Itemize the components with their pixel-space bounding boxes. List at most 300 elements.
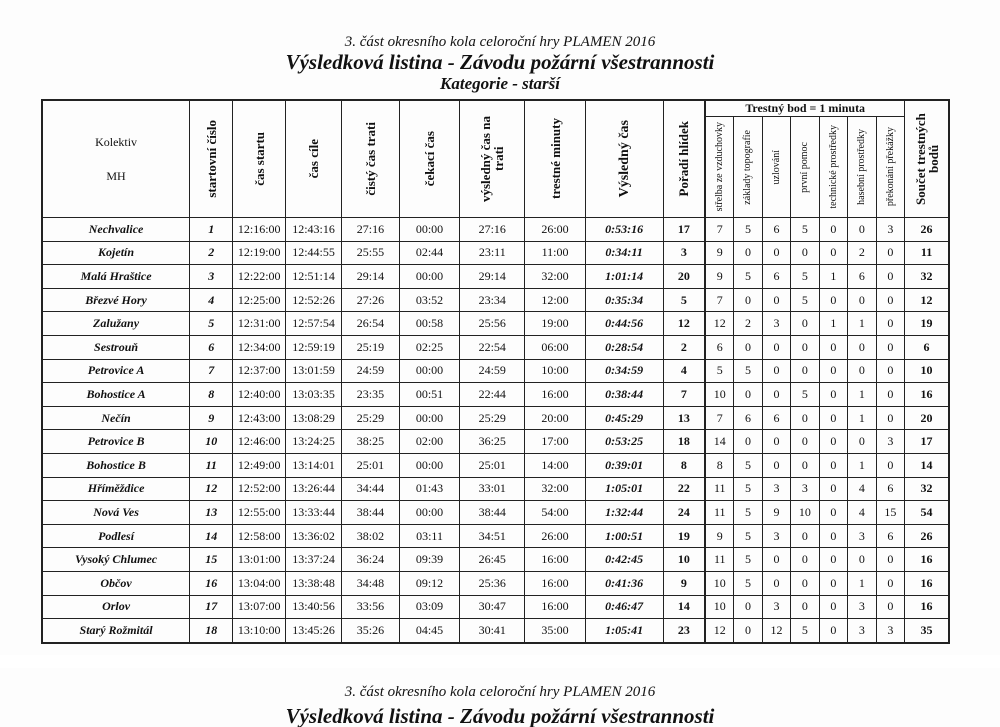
penalty-point-cell: 0 <box>876 312 905 336</box>
penalty-point-cell: 0 <box>819 335 847 359</box>
penalty-minutes-cell: 16:00 <box>525 383 585 407</box>
wait-time-cell: 00:51 <box>399 383 459 407</box>
penalty-sum-cell: 6 <box>905 335 949 359</box>
penalty-point-cell: 0 <box>848 288 876 312</box>
final-time-cell: 1:01:14 <box>585 265 663 289</box>
penalty-point-cell: 12 <box>705 312 733 336</box>
penalty-point-cell: 0 <box>734 430 762 454</box>
penalty-point-cell: 0 <box>791 241 819 265</box>
wait-time-cell: 00:00 <box>399 359 459 383</box>
penalty-point-cell: 1 <box>848 406 876 430</box>
penalty-sum-cell: 16 <box>905 595 949 619</box>
kolektiv-label: Kolektiv <box>95 135 138 149</box>
team-name-cell: Starý Rožmitál <box>42 619 190 643</box>
start-time-cell: 12:25:00 <box>233 288 286 312</box>
wait-time-cell: 04:45 <box>399 619 459 643</box>
penalty-minutes-cell: 17:00 <box>525 430 585 454</box>
team-name-cell: Zalužany <box>42 312 190 336</box>
start-number-cell: 17 <box>190 595 233 619</box>
rank-cell: 10 <box>663 548 705 572</box>
clean-time-cell: 25:29 <box>341 406 399 430</box>
rank-cell: 18 <box>663 430 705 454</box>
final-time-cell: 0:44:56 <box>585 312 663 336</box>
table-row <box>42 218 949 242</box>
wait-time-cell: 09:12 <box>399 571 459 595</box>
penalty-point-cell: 6 <box>705 335 733 359</box>
penalty-point-cell: 0 <box>848 548 876 572</box>
team-name-cell: Bohostice B <box>42 453 190 477</box>
final-time-header: Výsledný čas <box>585 100 663 218</box>
result-track-time-header: výsledný čas na trati <box>460 100 525 218</box>
start-number-cell: 18 <box>190 619 233 643</box>
final-time-cell: 1:32:44 <box>585 501 663 525</box>
wait-time-cell: 00:00 <box>399 406 459 430</box>
penalty-point-cell: 1 <box>819 265 847 289</box>
penalty-point-cell: 4 <box>848 501 876 525</box>
table-row <box>42 383 949 407</box>
rank-cell: 19 <box>663 524 705 548</box>
final-time-cell: 0:38:44 <box>585 383 663 407</box>
start-number-cell: 14 <box>190 524 233 548</box>
start-number-cell: 7 <box>190 359 233 383</box>
start-number-cell: 5 <box>190 312 233 336</box>
penalty-point-cell: 0 <box>819 218 847 242</box>
finish-time-cell: 12:52:26 <box>286 288 342 312</box>
penalty-point-cell: 0 <box>791 524 819 548</box>
penalty-sum-cell: 16 <box>905 571 949 595</box>
penalty-point-cell: 3 <box>791 477 819 501</box>
result-track-time-cell: 26:45 <box>460 548 525 572</box>
penalty-sum-cell: 11 <box>905 241 949 265</box>
table-row <box>42 406 949 430</box>
team-name-cell: Březvé Hory <box>42 288 190 312</box>
penalty-point-cell: 0 <box>876 571 905 595</box>
finish-time-cell: 12:44:55 <box>286 241 342 265</box>
finish-time-cell: 13:33:44 <box>286 501 342 525</box>
finish-time-cell: 13:26:44 <box>286 477 342 501</box>
start-time-cell: 12:22:00 <box>233 265 286 289</box>
finish-time-cell: 13:36:02 <box>286 524 342 548</box>
start-number-cell: 6 <box>190 335 233 359</box>
penalty-point-cell: 0 <box>791 335 819 359</box>
rank-cell: 2 <box>663 335 705 359</box>
penalty-minutes-cell: 06:00 <box>525 335 585 359</box>
clean-time-cell: 38:25 <box>341 430 399 454</box>
penalty-point-cell: 0 <box>819 571 847 595</box>
start-time-cell: 13:01:00 <box>233 548 286 572</box>
penalty-point-cell: 0 <box>819 288 847 312</box>
finish-time-cell: 12:57:54 <box>286 312 342 336</box>
penalty-point-cell: 9 <box>705 265 733 289</box>
start-time-cell: 12:34:00 <box>233 335 286 359</box>
penalty-minutes-cell: 11:00 <box>525 241 585 265</box>
penalty-point-cell: 12 <box>705 619 733 643</box>
rank-cell: 8 <box>663 453 705 477</box>
penalty-point-cell: 0 <box>791 595 819 619</box>
penalty-point-cell: 7 <box>705 218 733 242</box>
rank-cell: 7 <box>663 383 705 407</box>
clean-time-cell: 38:02 <box>341 524 399 548</box>
penalty-point-cell: 5 <box>734 524 762 548</box>
clean-time-cell: 36:24 <box>341 548 399 572</box>
penalty-point-cell: 9 <box>705 241 733 265</box>
result-track-time-cell: 23:34 <box>460 288 525 312</box>
penalty-point-cell: 0 <box>819 501 847 525</box>
rank-cell: 17 <box>663 218 705 242</box>
penalty-sum-cell: 35 <box>905 619 949 643</box>
final-time-cell: 0:34:11 <box>585 241 663 265</box>
penalty-point-cell: 1 <box>848 312 876 336</box>
penalty-point-cell: 11 <box>705 477 733 501</box>
team-name-cell: Petrovice A <box>42 359 190 383</box>
penalty-point-cell: 0 <box>819 383 847 407</box>
start-time-cell: 12:40:00 <box>233 383 286 407</box>
rank-cell: 14 <box>663 595 705 619</box>
penalty-sum-cell: 32 <box>905 477 949 501</box>
penalty-point-cell: 0 <box>734 241 762 265</box>
extinguishing-means-header: hasební prostředky <box>848 117 876 218</box>
penalty-point-cell: 0 <box>791 406 819 430</box>
penalty-point-cell: 0 <box>848 359 876 383</box>
result-track-time-cell: 30:41 <box>460 619 525 643</box>
penalty-point-cell: 0 <box>791 548 819 572</box>
penalty-sum-cell: 12 <box>905 288 949 312</box>
clean-time-header: čistý čas trati <box>341 100 399 218</box>
penalty-point-cell: 0 <box>819 619 847 643</box>
penalty-point-cell: 0 <box>819 477 847 501</box>
penalty-point-cell: 0 <box>762 383 790 407</box>
start-time-cell: 12:52:00 <box>233 477 286 501</box>
team-name-cell: Nečín <box>42 406 190 430</box>
start-time-header: čas startu <box>233 100 286 218</box>
final-time-cell: 0:42:45 <box>585 548 663 572</box>
penalty-point-cell: 0 <box>819 359 847 383</box>
document-subtitle: 3. část okresního kola celoroční hry PLAMEN 2016 <box>344 34 656 50</box>
penalty-point-cell: 2 <box>848 241 876 265</box>
penalty-point-cell: 6 <box>762 265 790 289</box>
penalty-point-cell: 0 <box>876 406 905 430</box>
finish-time-header: čas cíle <box>286 100 342 218</box>
penalty-point-cell: 14 <box>705 430 733 454</box>
penalty-point-cell: 6 <box>876 524 905 548</box>
final-time-cell: 0:53:25 <box>585 430 663 454</box>
shooting-header: střelba ze vzduchovky <box>705 117 733 218</box>
rank-cell: 4 <box>663 359 705 383</box>
penalty-point-cell: 0 <box>791 359 819 383</box>
team-name-cell: Petrovice B <box>42 430 190 454</box>
penalty-point-cell: 0 <box>762 453 790 477</box>
result-track-time-cell: 23:11 <box>460 241 525 265</box>
clean-time-cell: 25:19 <box>341 335 399 359</box>
penalty-minutes-cell: 20:00 <box>525 406 585 430</box>
clean-time-cell: 24:59 <box>341 359 399 383</box>
team-name-cell: Hříměždice <box>42 477 190 501</box>
start-time-cell: 12:19:00 <box>233 241 286 265</box>
penalty-point-cell: 0 <box>791 453 819 477</box>
penalty-point-cell: 0 <box>819 406 847 430</box>
penalty-point-cell: 4 <box>848 477 876 501</box>
start-number-cell: 1 <box>190 218 233 242</box>
penalty-point-cell: 0 <box>734 288 762 312</box>
penalty-sum-cell: 10 <box>905 359 949 383</box>
penalty-point-cell: 6 <box>876 477 905 501</box>
penalty-point-cell: 3 <box>848 595 876 619</box>
penalty-point-cell: 0 <box>762 430 790 454</box>
penalty-point-cell: 0 <box>876 359 905 383</box>
final-time-cell: 0:34:59 <box>585 359 663 383</box>
penalty-point-cell: 3 <box>848 619 876 643</box>
wait-time-cell: 02:00 <box>399 430 459 454</box>
topography-header: základy topografie <box>734 117 762 218</box>
penalty-point-cell: 5 <box>734 265 762 289</box>
team-name-cell: Občov <box>42 571 190 595</box>
penalty-point-cell: 5 <box>791 383 819 407</box>
penalty-point-cell: 0 <box>848 335 876 359</box>
penalty-minutes-cell: 14:00 <box>525 453 585 477</box>
start-number-cell: 12 <box>190 477 233 501</box>
penalty-sum-cell: 26 <box>905 524 949 548</box>
wait-time-cell: 00:00 <box>399 501 459 525</box>
rank-cell: 24 <box>663 501 705 525</box>
wait-time-cell: 02:25 <box>399 335 459 359</box>
rank-cell: 3 <box>663 241 705 265</box>
wait-time-cell: 00:00 <box>399 453 459 477</box>
result-track-time-cell: 34:51 <box>460 524 525 548</box>
start-number-cell: 13 <box>190 501 233 525</box>
start-time-cell: 12:16:00 <box>233 218 286 242</box>
penalty-point-cell: 11 <box>705 501 733 525</box>
penalty-point-cell: 0 <box>762 288 790 312</box>
penalty-point-cell: 0 <box>762 335 790 359</box>
table-row <box>42 619 949 643</box>
rank-cell: 22 <box>663 477 705 501</box>
result-track-time-cell: 29:14 <box>460 265 525 289</box>
penalty-minutes-cell: 16:00 <box>525 595 585 619</box>
obstacle-header: překonání překážky <box>876 117 905 218</box>
header-row-1 <box>42 100 949 117</box>
finish-time-cell: 13:03:35 <box>286 383 342 407</box>
penalty-point-cell: 0 <box>762 548 790 572</box>
final-time-cell: 0:46:47 <box>585 595 663 619</box>
wait-time-cell: 01:43 <box>399 477 459 501</box>
team-name-cell: Podlesí <box>42 524 190 548</box>
penalty-point-cell: 0 <box>734 383 762 407</box>
table-row <box>42 312 949 336</box>
penalty-minutes-cell: 10:00 <box>525 359 585 383</box>
penalty-point-cell: 0 <box>876 335 905 359</box>
penalty-point-cell: 6 <box>762 218 790 242</box>
results-body <box>42 218 949 643</box>
penalty-point-cell: 0 <box>876 241 905 265</box>
penalty-point-cell: 0 <box>848 430 876 454</box>
clean-time-cell: 34:48 <box>341 571 399 595</box>
finish-time-cell: 13:01:59 <box>286 359 342 383</box>
penalty-point-cell: 9 <box>705 524 733 548</box>
penalty-point-cell: 0 <box>791 430 819 454</box>
penalty-point-cell: 7 <box>705 288 733 312</box>
finish-time-cell: 13:08:29 <box>286 406 342 430</box>
start-number-cell: 4 <box>190 288 233 312</box>
penalty-point-cell: 1 <box>819 312 847 336</box>
table-row <box>42 524 949 548</box>
team-name-cell: Nová Ves <box>42 501 190 525</box>
start-time-cell: 12:31:00 <box>233 312 286 336</box>
result-track-time-cell: 33:01 <box>460 477 525 501</box>
penalty-point-cell: 0 <box>819 524 847 548</box>
penalty-sum-cell: 19 <box>905 312 949 336</box>
next-page-title: Výsledková listina - Závodu požární všestrannosti <box>285 704 715 727</box>
penalty-point-cell: 12 <box>762 619 790 643</box>
penalty-point-cell: 0 <box>734 595 762 619</box>
penalty-point-cell: 10 <box>705 571 733 595</box>
table-row <box>42 571 949 595</box>
penalty-point-cell: 3 <box>876 430 905 454</box>
finish-time-cell: 13:24:25 <box>286 430 342 454</box>
result-track-time-cell: 25:01 <box>460 453 525 477</box>
penalty-point-cell: 3 <box>762 477 790 501</box>
final-time-cell: 1:05:01 <box>585 477 663 501</box>
table-row <box>42 335 949 359</box>
rank-cell: 23 <box>663 619 705 643</box>
wait-time-cell: 02:44 <box>399 241 459 265</box>
result-track-time-cell: 36:25 <box>460 430 525 454</box>
final-time-cell: 0:39:01 <box>585 453 663 477</box>
first-aid-header: první pomoc <box>791 117 819 218</box>
penalty-sum-cell: 26 <box>905 218 949 242</box>
result-track-time-cell: 25:36 <box>460 571 525 595</box>
start-time-cell: 12:37:00 <box>233 359 286 383</box>
penalty-point-cell: 0 <box>791 571 819 595</box>
table-row <box>42 430 949 454</box>
penalty-minutes-cell: 54:00 <box>525 501 585 525</box>
penalty-minutes-cell: 35:00 <box>525 619 585 643</box>
penalty-point-cell: 0 <box>791 312 819 336</box>
finish-time-cell: 13:40:56 <box>286 595 342 619</box>
penalty-sum-cell: 17 <box>905 430 949 454</box>
penalty-point-cell: 9 <box>762 501 790 525</box>
penalty-point-cell: 0 <box>876 288 905 312</box>
start-time-cell: 12:46:00 <box>233 430 286 454</box>
team-name-cell: Orlov <box>42 595 190 619</box>
start-number-header: startovní číslo <box>190 100 233 218</box>
penalty-point-cell: 10 <box>705 595 733 619</box>
start-time-cell: 12:55:00 <box>233 501 286 525</box>
start-time-cell: 12:43:00 <box>233 406 286 430</box>
table-row <box>42 265 949 289</box>
penalty-point-cell: 0 <box>819 548 847 572</box>
penalty-point-cell: 3 <box>876 619 905 643</box>
table-row <box>42 501 949 525</box>
clean-time-cell: 27:16 <box>341 218 399 242</box>
penalty-point-cell: 10 <box>705 383 733 407</box>
penalty-point-cell: 5 <box>734 218 762 242</box>
wait-time-header: čekací čas <box>399 100 459 218</box>
penalty-point-cell: 0 <box>734 619 762 643</box>
penalty-group-header: Trestný bod = 1 minuta <box>705 100 904 117</box>
penalty-point-cell: 7 <box>705 406 733 430</box>
kolektiv-header <box>42 100 190 218</box>
clean-time-cell: 34:44 <box>341 477 399 501</box>
penalty-point-cell: 1 <box>848 383 876 407</box>
finish-time-cell: 13:45:26 <box>286 619 342 643</box>
penalty-point-cell: 5 <box>791 218 819 242</box>
team-name-cell: Sestrouň <box>42 335 190 359</box>
next-page-fragment <box>0 668 1000 727</box>
wait-time-cell: 03:52 <box>399 288 459 312</box>
team-name-cell: Malá Hraštice <box>42 265 190 289</box>
penalty-point-cell: 5 <box>734 359 762 383</box>
penalty-point-cell: 11 <box>705 548 733 572</box>
start-time-cell: 12:49:00 <box>233 453 286 477</box>
start-number-cell: 11 <box>190 453 233 477</box>
rank-cell: 9 <box>663 571 705 595</box>
result-track-time-cell: 30:47 <box>460 595 525 619</box>
penalty-minutes-cell: 16:00 <box>525 571 585 595</box>
penalty-point-cell: 3 <box>762 595 790 619</box>
penalty-sum-cell: 20 <box>905 406 949 430</box>
start-number-cell: 2 <box>190 241 233 265</box>
penalty-minutes-cell: 32:00 <box>525 477 585 501</box>
penalty-sum-cell: 16 <box>905 548 949 572</box>
team-name-cell: Nechvalice <box>42 218 190 242</box>
technical-means-header: technické prostředky <box>819 117 847 218</box>
start-number-cell: 10 <box>190 430 233 454</box>
penalty-point-cell: 0 <box>762 241 790 265</box>
table-row <box>42 453 949 477</box>
clean-time-cell: 35:26 <box>341 619 399 643</box>
clean-time-cell: 25:01 <box>341 453 399 477</box>
table-row <box>42 241 949 265</box>
penalty-point-cell: 6 <box>848 265 876 289</box>
penalty-point-cell: 5 <box>734 548 762 572</box>
team-name-cell: Vysoký Chlumec <box>42 548 190 572</box>
penalty-point-cell: 5 <box>791 619 819 643</box>
penalty-point-cell: 5 <box>705 359 733 383</box>
penalty-point-cell: 6 <box>734 406 762 430</box>
penalty-point-cell: 1 <box>848 453 876 477</box>
start-number-cell: 15 <box>190 548 233 572</box>
start-time-cell: 13:04:00 <box>233 571 286 595</box>
finish-time-cell: 12:51:14 <box>286 265 342 289</box>
clean-time-cell: 25:55 <box>341 241 399 265</box>
penalty-point-cell: 5 <box>791 265 819 289</box>
penalty-point-cell: 6 <box>762 406 790 430</box>
penalty-point-cell: 0 <box>734 335 762 359</box>
penalty-point-cell: 0 <box>819 430 847 454</box>
finish-time-cell: 12:59:19 <box>286 335 342 359</box>
clean-time-cell: 29:14 <box>341 265 399 289</box>
category-heading: Kategorie - starší <box>440 74 560 93</box>
start-number-cell: 3 <box>190 265 233 289</box>
mh-label: MH <box>106 169 126 183</box>
table-row <box>42 477 949 501</box>
penalty-point-cell: 5 <box>734 501 762 525</box>
wait-time-cell: 00:00 <box>399 265 459 289</box>
clean-time-cell: 33:56 <box>341 595 399 619</box>
penalty-point-cell: 1 <box>848 571 876 595</box>
penalty-sum-header: Součet trestných bodů <box>905 100 949 218</box>
start-number-cell: 8 <box>190 383 233 407</box>
penalty-point-cell: 0 <box>876 383 905 407</box>
final-time-cell: 0:35:34 <box>585 288 663 312</box>
team-name-cell: Kojetín <box>42 241 190 265</box>
penalty-point-cell: 0 <box>848 218 876 242</box>
finish-time-cell: 13:37:24 <box>286 548 342 572</box>
penalty-point-cell: 0 <box>876 265 905 289</box>
rank-cell: 12 <box>663 312 705 336</box>
penalty-point-cell: 5 <box>734 571 762 595</box>
penalty-point-cell: 2 <box>734 312 762 336</box>
